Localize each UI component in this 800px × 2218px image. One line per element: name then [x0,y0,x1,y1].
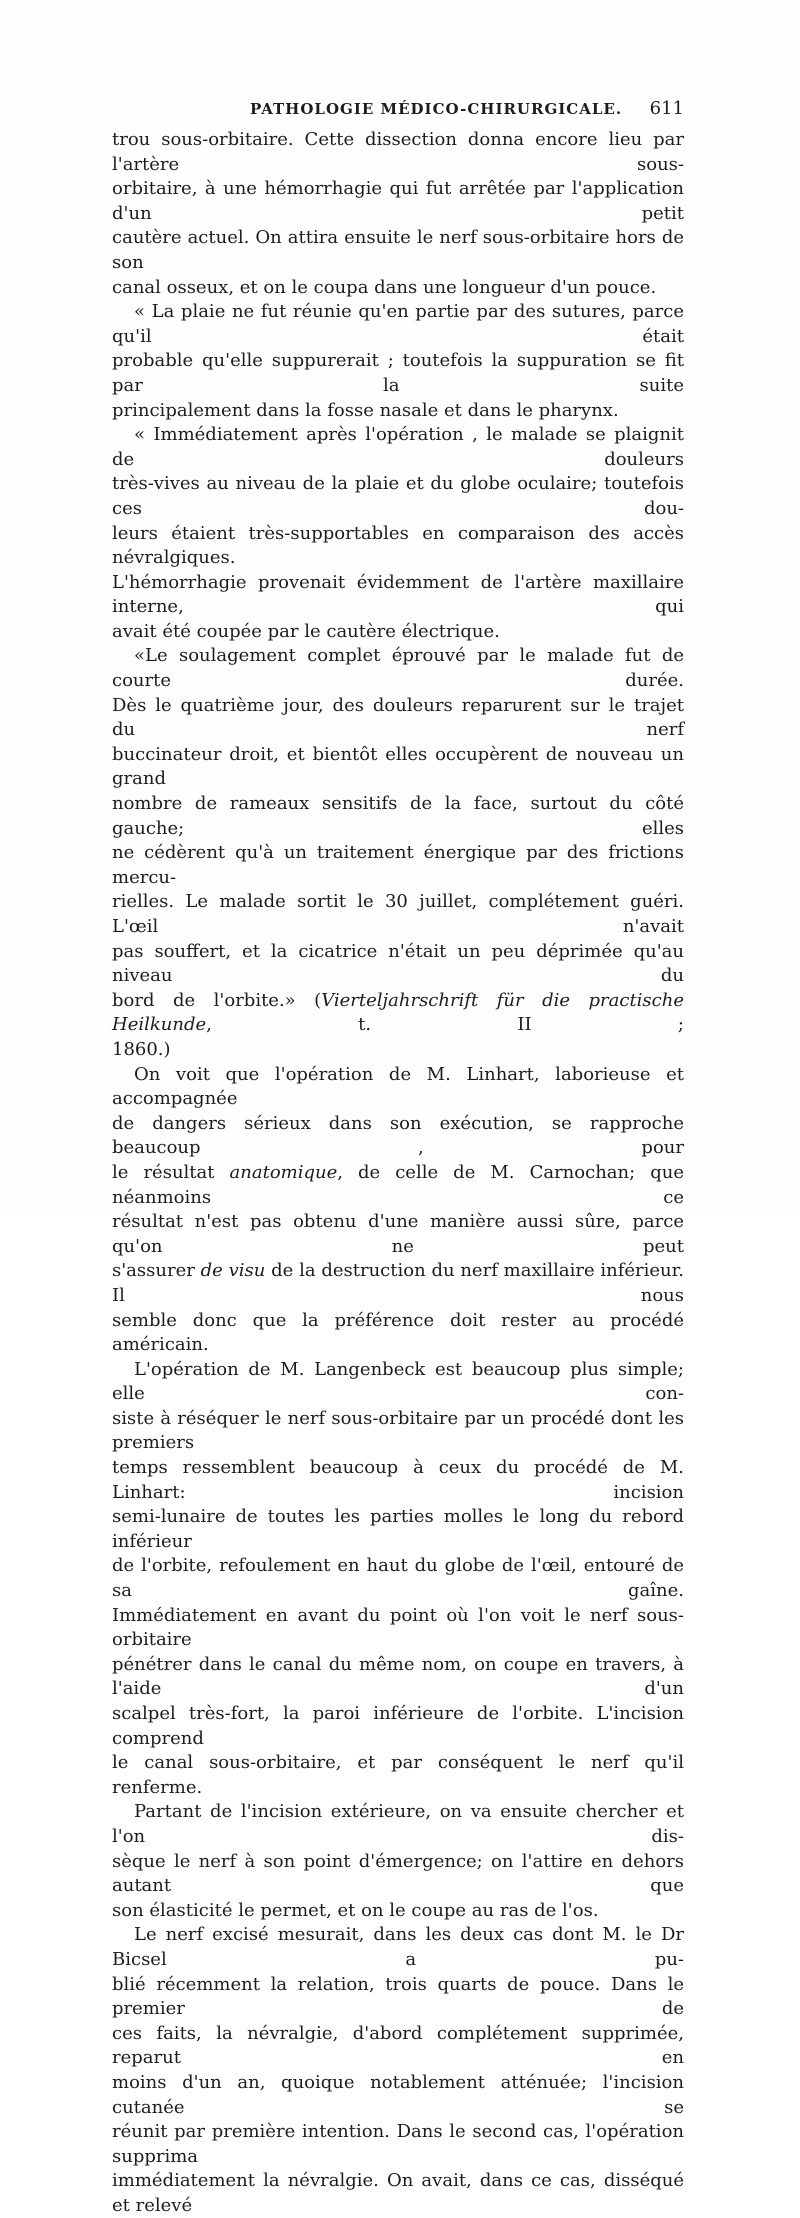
text-line: buccinateur droit, et bientôt elles occupèrent de nouveau un grand [112,743,684,790]
text-line: ces faits, la névralgie, d'abord complétement supprimée, reparut en [112,2022,684,2069]
text-line: nombre de rameaux sensitifs de la face, surtout du côté gauche; elles [112,793,684,839]
text-line: « Immédiatement après l'opération , le malade se plaignit de douleurs [112,424,684,470]
text-line: orbitaire, à une hémorrhagie qui fut arrêtée par l'application d'un petit [112,178,684,224]
text-line: 1860.) [112,1038,171,1060]
text-line: trou sous-orbitaire. Cette dissection donna encore lieu par l'artère sous- [112,129,684,175]
text-line: L'hémorrhagie provenait évidemment de l'artère maxillaire interne, qui [112,571,684,618]
text-line: semi-lunaire de toutes les parties molles le long du rebord inférieur [112,1506,684,1552]
text-line: temps ressemblent beaucoup à ceux du procédé de M. Linhart: incision [112,1457,684,1503]
text-line: avait été coupée par le cautère électrique. [112,620,500,642]
text-line: pas souffert, et la cicatrice n'était un peu déprimée qu'au niveau du [112,940,684,987]
text-line: pénétrer dans le canal du même nom, on coupe en travers, à l'aide d'un [112,1653,684,1700]
text-line: « La plaie ne fut réunie qu'en partie par des sutures, parce qu'il était [112,301,684,347]
text-line: rielles. Le malade sortit le 30 juillet, complétement guéri. L'œil n'avait [112,891,684,937]
text-line: très-vives au niveau de la plaie et du globe oculaire; toutefois ces dou- [112,473,684,519]
running-title: PATHOLOGIE MÉDICO-CHIRURGICALE. [250,100,623,118]
text-line: principalement dans la fosse nasale et dans le pharynx. [112,399,619,421]
text-line: Immédiatement en avant du point où l'on voit le nerf sous-orbitaire [112,1604,684,1651]
text-line: leurs étaient très-supportables en comparaison des accès névralgiques. [112,522,684,569]
text-line: blié récemment la relation, trois quarts de pouce. Dans le premier de [112,1973,684,2020]
text-line: On voit que l'opération de M. Linhart, laborieuse et accompagnée [112,1063,684,1110]
text-line: semble donc que la préférence doit rester au procédé américain. [112,1309,684,1356]
text-line: L'opération de M. Langenbeck est beaucoup plus simple; elle con- [112,1358,684,1405]
text-line: probable qu'elle suppurerait ; toutefois la suppuration se fit par la suite [112,350,684,396]
body-text [112,128,684,2218]
text-line: ne cédèrent qu'à un traitement énergique par des frictions mercu- [112,842,684,888]
text-line: «Le soulagement complet éprouvé par le malade fut de courte durée. [112,645,684,692]
text-line: Partant de l'incision extérieure, on va ensuite chercher et l'on dis- [112,1801,684,1847]
page-number: 611 [649,98,684,119]
text-line: s'assurer de visu de la destruction du nerf maxillaire inférieur. Il nous [112,1260,684,1306]
text-line: son élasticité le permet, et on le coupe au ras de l'os. [112,1899,599,1921]
page-header [112,100,684,124]
text-line: sèque le nerf à son point d'émergence; on l'attire en dehors autant que [112,1850,684,1897]
text-line: bord de l'orbite.» (Vierteljahrschrift für die practische Heilkunde, t. II ; [112,989,684,1036]
text-line: scalpel très-fort, la paroi inférieure de l'orbite. L'incision comprend [112,1703,684,1749]
text-line: canal osseux, et on le coupa dans une longueur d'un pouce. [112,276,657,298]
text-line: résultat n'est pas obtenu d'une manière aussi sûre, parce qu'on ne peut [112,1211,684,1257]
text-line: réunit par première intention. Dans le second cas, l'opération supprima [112,2121,684,2167]
text-line: de dangers sérieux dans son exécution, se rapproche beaucoup , pour [112,1112,684,1159]
text-line: immédiatement la névralgie. On avait, dans ce cas, disséqué et relevé [112,2170,684,2216]
text-line: cautère actuel. On attira ensuite le nerf sous-orbitaire hors de son [112,227,684,273]
text-line: de l'orbite, refoulement en haut du globe de l'œil, entouré de sa gaîne. [112,1555,684,1602]
text-line: moins d'un an, quoique notablement atténuée; l'incision cutanée se [112,2071,684,2118]
text-line: Dès le quatrième jour, des douleurs reparurent sur le trajet du nerf [112,694,684,741]
text-line: le résultat anatomique, de celle de M. Carnochan; que néanmoins ce [112,1161,684,1208]
text-line: le canal sous-orbitaire, et par conséquent le nerf qu'il renferme. [112,1752,684,1798]
text-line: Le nerf excisé mesurait, dans les deux cas dont M. le Dr Bicsel a pu- [112,1924,684,1970]
text-line: siste à réséquer le nerf sous-orbitaire par un procédé dont les premiers [112,1407,684,1454]
